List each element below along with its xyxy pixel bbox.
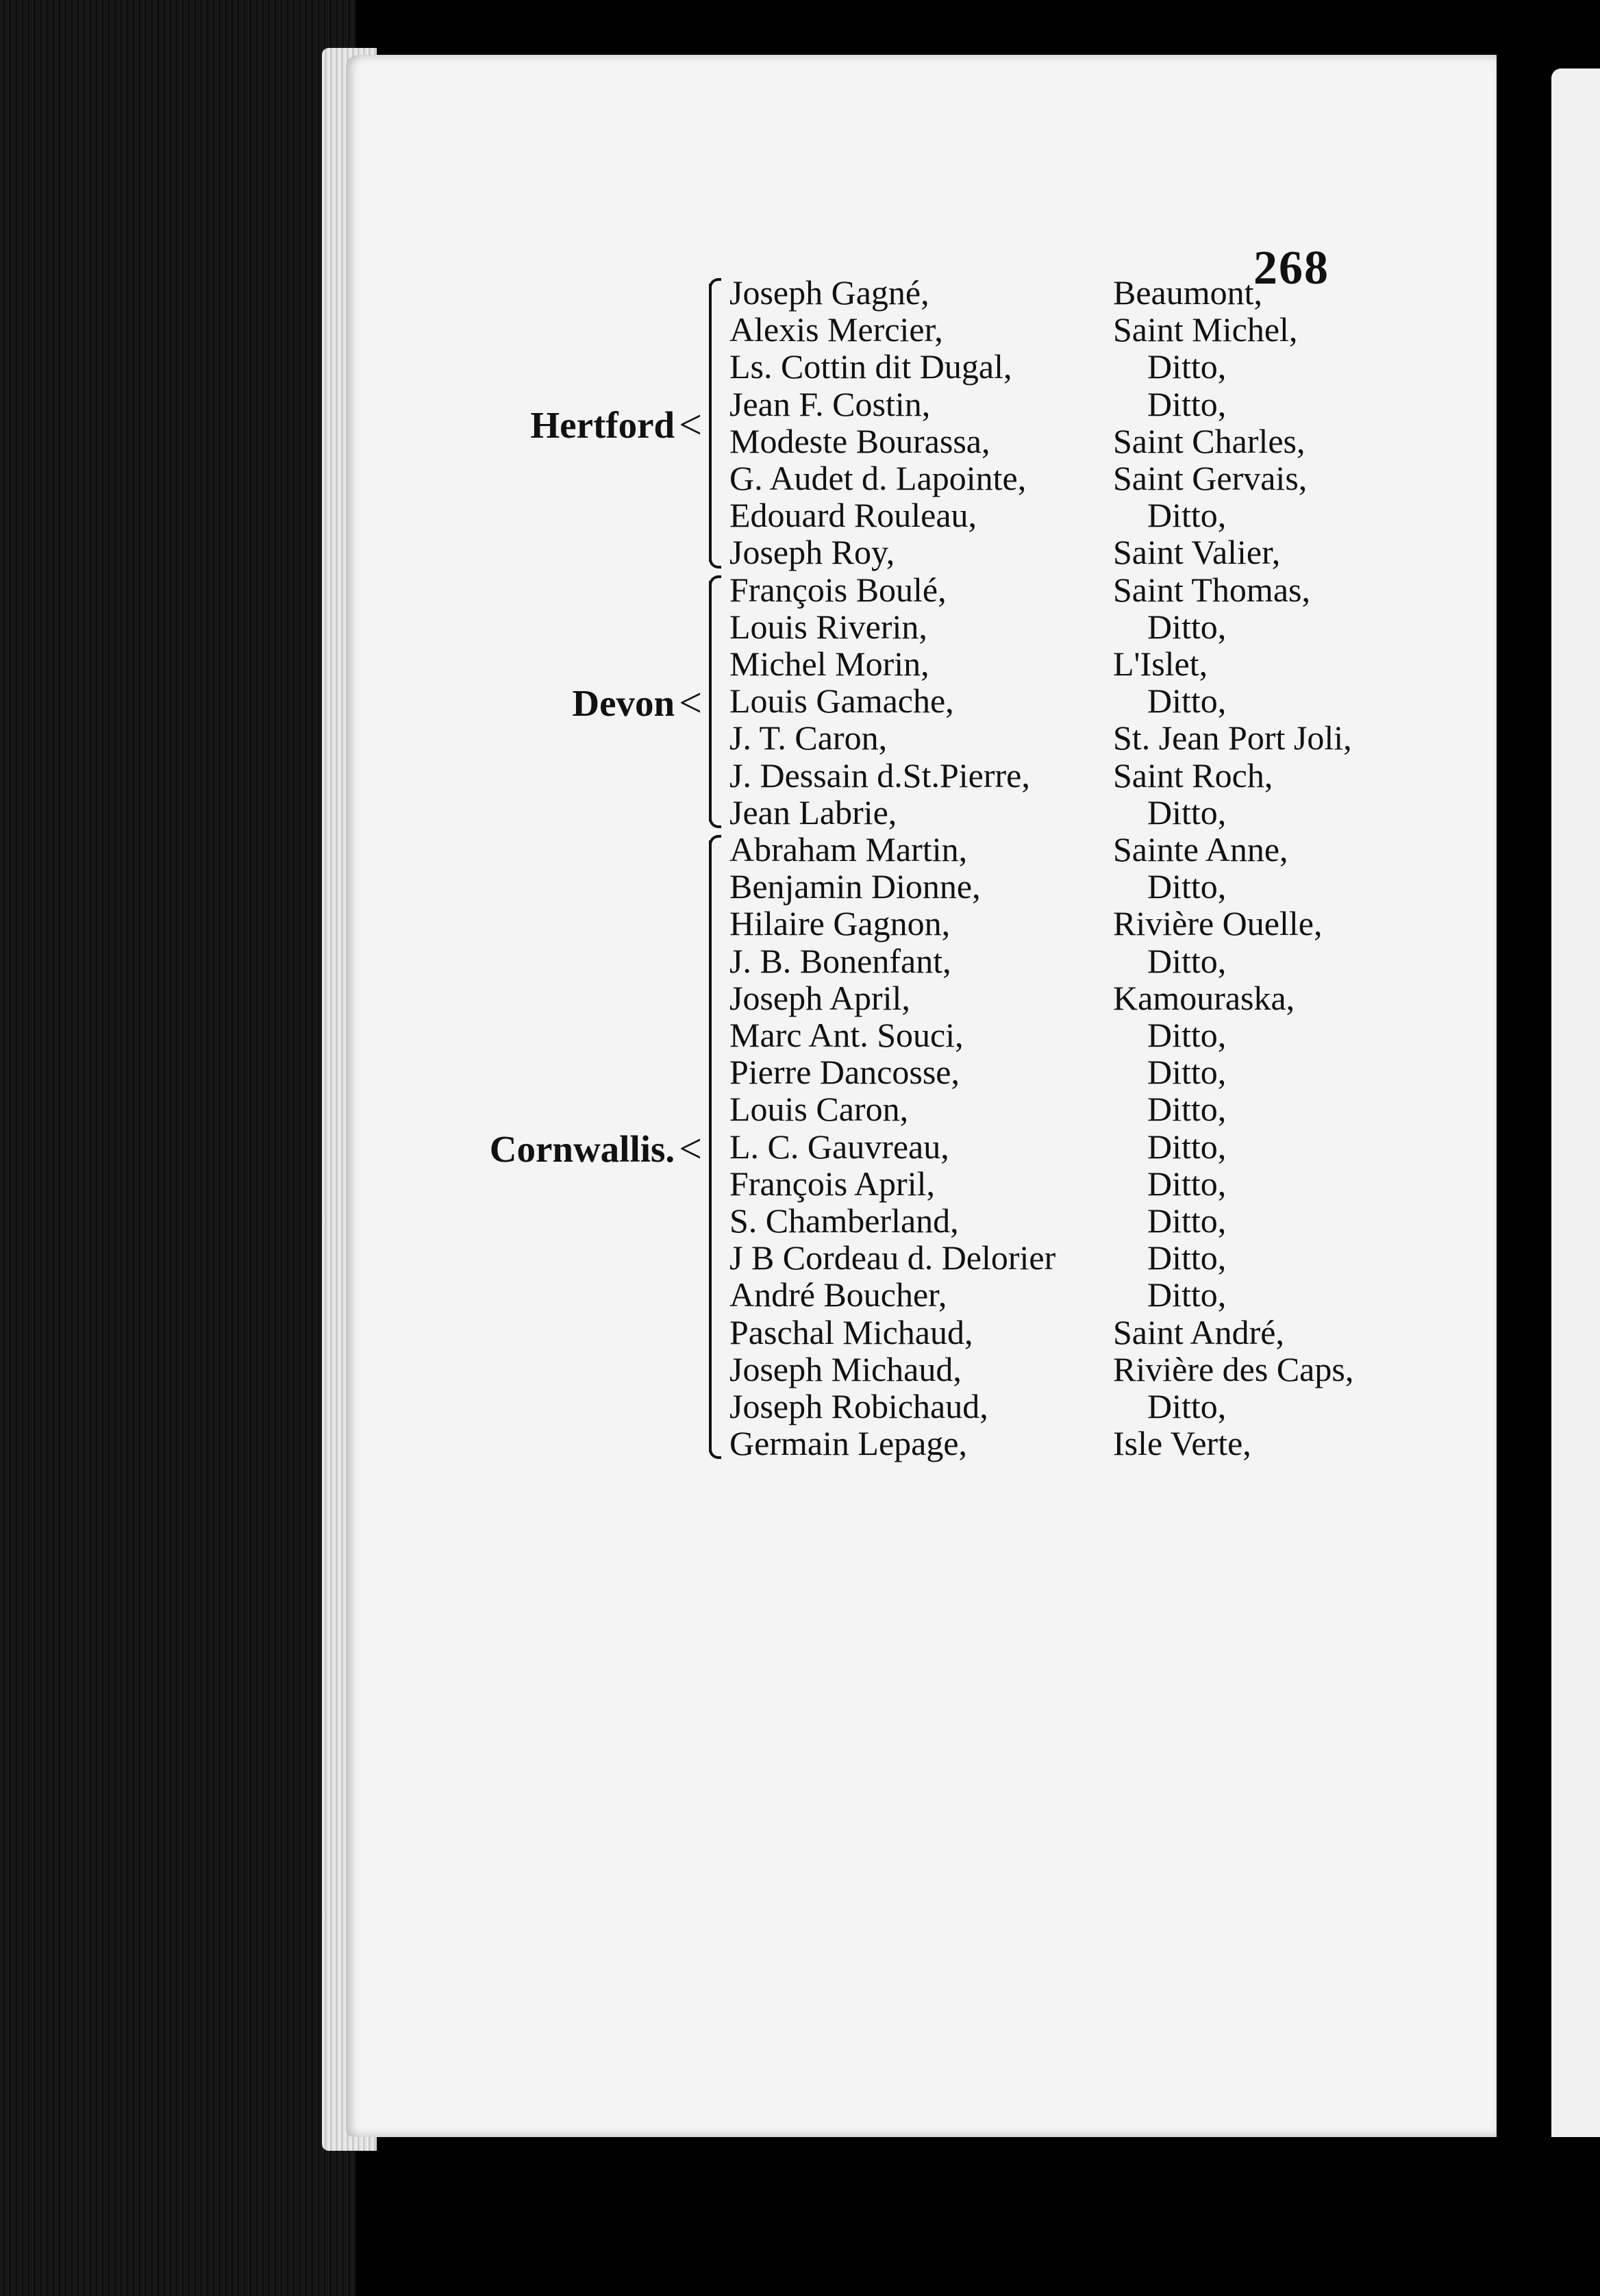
county-name: Hertford (530, 403, 675, 446)
member-parish: Ditto, (1147, 1201, 1227, 1240)
member-row (729, 1276, 1442, 1313)
member-name: G. Audet d. Lapointe, (729, 459, 1027, 497)
member-name: J. T. Caron, (729, 719, 888, 758)
member-parish: Saint André, (1113, 1312, 1284, 1351)
member-parish: Saint Valier, (1113, 533, 1281, 572)
member-parish: Ditto, (1147, 607, 1227, 646)
member-parish: Ditto, (1147, 1238, 1227, 1277)
county-name: Cornwallis. (489, 1127, 675, 1170)
member-name: Louis Riverin, (729, 607, 927, 646)
member-parish: Isle Verte, (1113, 1424, 1251, 1463)
member-name: Jean F. Costin, (729, 384, 931, 423)
brace-line (709, 284, 712, 562)
member-name: Pierre Dancosse, (729, 1053, 960, 1092)
member-row (729, 1165, 1442, 1202)
member-row (729, 645, 1442, 682)
book-spine-edge (0, 0, 356, 2296)
member-name: J. Dessain d.St.Pierre, (729, 756, 1030, 795)
member-row (729, 905, 1442, 942)
member-row (729, 1016, 1442, 1053)
member-name: François Boulé, (729, 570, 947, 609)
member-row (729, 943, 1442, 979)
page-number: 268 (1253, 242, 1329, 295)
member-parish: Ditto, (1147, 1053, 1227, 1092)
member-parish: L'Islet, (1113, 645, 1208, 683)
member-parish: Ditto, (1147, 1016, 1227, 1054)
member-row (729, 979, 1442, 1016)
brace-tip: < (679, 680, 702, 726)
member-name: J. B. Bonenfant, (729, 941, 951, 980)
member-row (729, 1090, 1442, 1127)
member-row (729, 1239, 1442, 1276)
member-name: Joseph Robichaud, (729, 1387, 988, 1425)
brace-bottom (709, 1449, 721, 1459)
member-name: Joseph Roy, (729, 533, 895, 572)
member-name: Germain Lepage, (729, 1424, 968, 1463)
member-row (729, 348, 1442, 385)
county-label (346, 677, 702, 727)
member-parish: Saint Gervais, (1113, 459, 1308, 497)
member-row (729, 571, 1442, 608)
member-parish: Ditto, (1147, 793, 1227, 832)
member-name: Louis Gamache, (729, 682, 954, 721)
book-gutter (1497, 0, 1551, 2296)
member-parish: Rivière Ouelle, (1113, 904, 1323, 943)
member-name: Jean Labrie, (729, 793, 897, 832)
member-name: André Boucher, (729, 1275, 947, 1314)
member-parish: Ditto, (1147, 1275, 1227, 1314)
member-row (729, 1425, 1442, 1462)
member-row (729, 719, 1442, 756)
facing-page-edge (1551, 68, 1600, 2137)
book-page (346, 55, 1497, 2137)
member-row (729, 1351, 1442, 1388)
member-name: François April, (729, 1164, 935, 1203)
county-label (346, 1123, 702, 1173)
member-parish: St. Jean Port Joli, (1113, 719, 1352, 758)
county-label (346, 399, 702, 449)
member-row (729, 682, 1442, 719)
member-row (729, 460, 1442, 497)
member-parish: Beaumont, (1113, 273, 1263, 312)
member-name: Modeste Bourassa, (729, 421, 990, 460)
member-name: Hilaire Gagnon, (729, 904, 951, 943)
member-row (729, 1128, 1442, 1165)
brace-line (709, 581, 712, 821)
member-name: L. C. Gauvreau, (729, 1127, 949, 1166)
member-row (729, 311, 1442, 348)
member-name: Edouard Rouleau, (729, 496, 977, 535)
member-row (729, 794, 1442, 831)
member-parish: Ditto, (1147, 1387, 1227, 1425)
brace-line (709, 840, 712, 1452)
member-name: Louis Caron, (729, 1090, 909, 1129)
member-row (729, 497, 1442, 534)
member-row (729, 868, 1442, 905)
member-parish: Ditto, (1147, 384, 1227, 423)
member-row (729, 1388, 1442, 1425)
member-name: Joseph April, (729, 978, 910, 1017)
member-parish: Saint Roch, (1113, 756, 1273, 795)
member-name: S. Chamberland, (729, 1201, 959, 1240)
brace-tip: < (679, 401, 702, 447)
member-row (729, 1202, 1442, 1239)
member-name: Joseph Gagné, (729, 273, 929, 312)
member-parish: Ditto, (1147, 496, 1227, 535)
member-row (729, 1314, 1442, 1351)
member-name: Marc Ant. Souci, (729, 1016, 964, 1054)
member-name: Joseph Michaud, (729, 1349, 962, 1388)
member-row (729, 757, 1442, 794)
member-row (729, 534, 1442, 571)
member-row (729, 608, 1442, 645)
member-parish: Ditto, (1147, 941, 1227, 980)
member-row (729, 1053, 1442, 1090)
member-row (729, 386, 1442, 423)
member-parish: Ditto, (1147, 867, 1227, 906)
member-name: Ls. Cottin dit Dugal, (729, 347, 1012, 386)
brace-tip: < (679, 1125, 702, 1171)
member-parish: Ditto, (1147, 1127, 1227, 1166)
member-name: Paschal Michaud, (729, 1312, 973, 1351)
member-parish: Saint Michel, (1113, 310, 1298, 349)
member-row (729, 831, 1442, 868)
member-name: Alexis Mercier, (729, 310, 943, 349)
member-name: Abraham Martin, (729, 830, 968, 869)
member-parish: Sainte Anne, (1113, 830, 1288, 869)
member-row (729, 274, 1442, 311)
member-parish: Saint Thomas, (1113, 570, 1310, 609)
member-parish: Rivière des Caps, (1113, 1349, 1354, 1388)
member-parish: Ditto, (1147, 1090, 1227, 1129)
brace-bottom (709, 819, 721, 828)
member-parish: Kamouraska, (1113, 978, 1295, 1017)
brace-bottom (709, 559, 721, 569)
member-name: J B Cordeau d. Delorier (729, 1238, 1056, 1277)
member-name: Benjamin Dionne, (729, 867, 981, 906)
member-parish: Saint Charles, (1113, 421, 1305, 460)
county-name: Devon (572, 682, 675, 725)
member-parish: Ditto, (1147, 1164, 1227, 1203)
member-parish: Ditto, (1147, 347, 1227, 386)
member-name: Michel Morin, (729, 645, 929, 683)
member-row (729, 423, 1442, 460)
member-parish: Ditto, (1147, 682, 1227, 721)
